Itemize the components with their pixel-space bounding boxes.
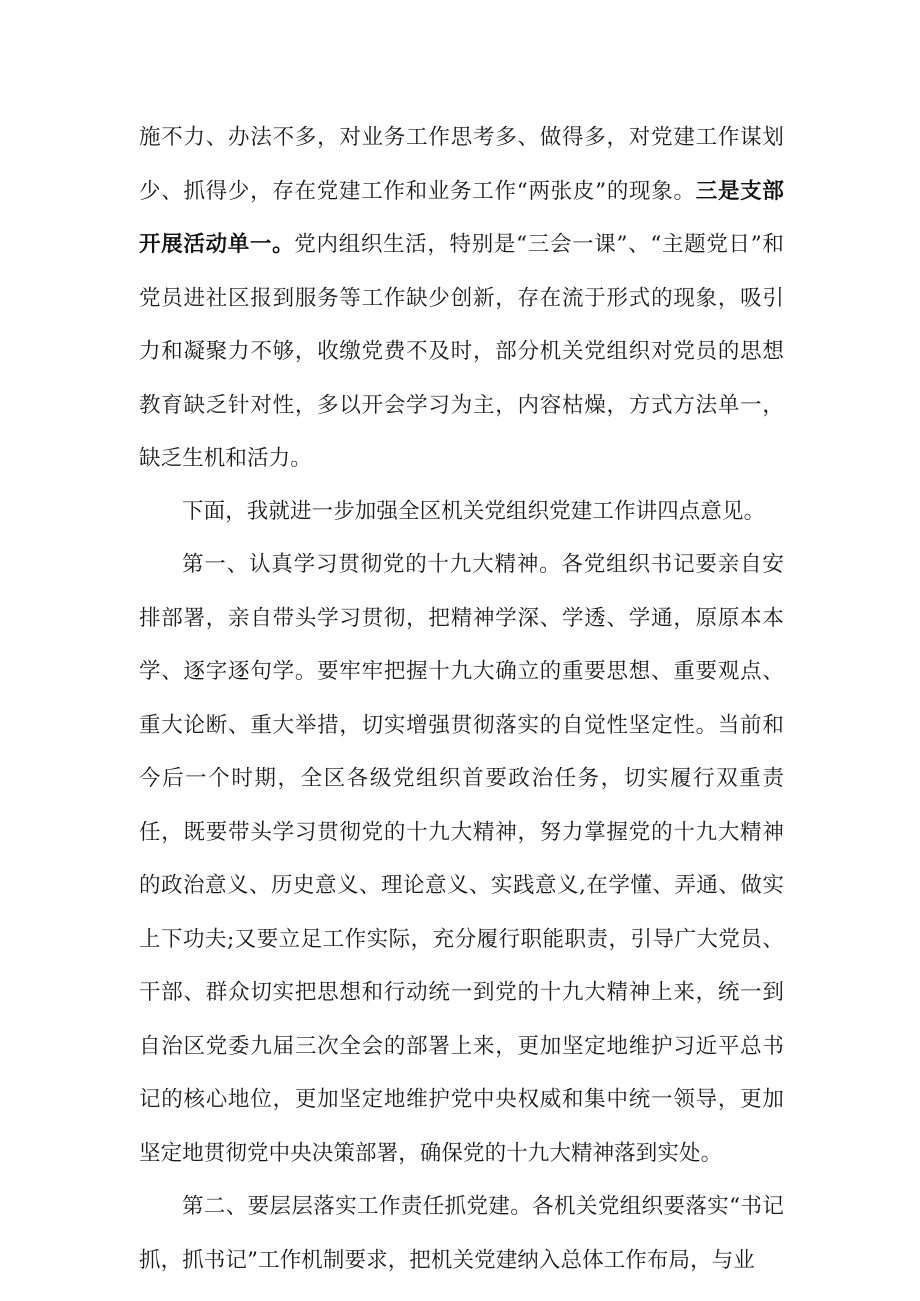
paragraph-1-run-3: 党内组织生活，特别是“三会一课”、“主题党日”和党员进社区报到服务等工作缺少创新，存在流于形式的现象，吸引力和凝聚力不够，收缴党费不及时，部分机关党组织对党员的思想教育缺乏针对性，多以开会学习为主，内容枯燥，方式方法单一，缺乏生机和活力。 — [139, 232, 785, 471]
paragraph-4: 第二、要层层落实工作责任抓党建。各机关党组织要落实“书记抓，抓书记”工作机制要求，把机关党建纳入总体工作布局，与业 — [139, 1194, 784, 1273]
paragraph-1 — [139, 111, 784, 486]
paragraph-2: 下面，我就进一步加强全区机关党组织党建工作讲四点意见。 — [182, 499, 766, 524]
paragraph-1-run-1: 施不力、办法不多，对业务工作思考多、做得多，对党建工作谋划少、抓得少，存在党建工作和业务工作“两张皮”的现象。 — [139, 125, 784, 204]
paragraph-1-bold-heading: 三是支部开展活动单一。 — [139, 178, 784, 257]
paragraph-3: 第一、认真学习贯彻党的十九大精神。各党组织书记要亲自安排部署，亲自带头学习贯彻，把精神学深、学透、学通，原原本本学、逐字逐句学。要牢牢把握十九大确立的重要思想、重要观点、重大论断、重大举措，切实增强贯彻落实的自觉性坚定性。当前和今后一个时期，全区各级党组织首要政治任务，切实履行双重责任，既要带头学习贯彻党的十九大精神，努力掌握党的十九大精神的政治意义、历史意义、理论意义、实践意义,在学懂、弄通、做实上下功夫;又要立足工作实际，充分履行职能职责，引导广大党员、干部、群众切实把思想和行动统一到党的十九大精神上来，统一到自治区党委九届三次全会的部署上来，更加坚定地维护习近平总书记的核心地位，更加坚定地维护党中央权威和集中统一领导，更加坚定地贯彻党中央决策部署，确保党的十九大精神落到实处。 — [139, 552, 784, 1166]
